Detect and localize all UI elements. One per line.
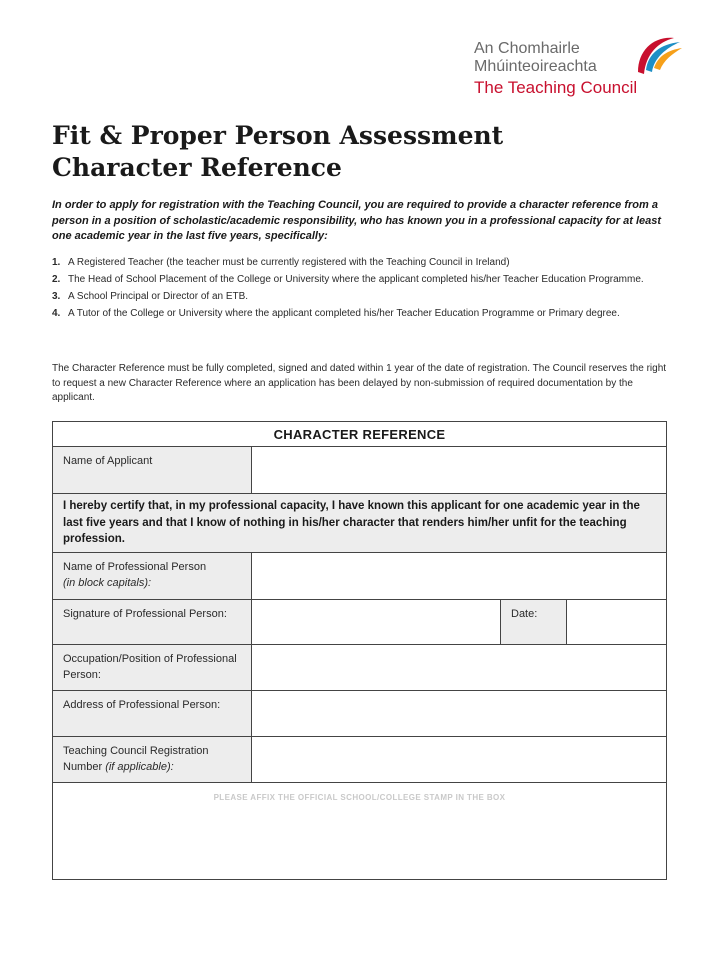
certification-statement: I hereby certify that, in my professional capacity, I have known this applicant for one academic year in the last five years and that I know of nothing in his/her character that renders him/her unfit for the teaching profession. [53,494,666,552]
list-item: 2. The Head of School Placement of the College or University where the applicant completed his/her Teacher Education Programme. [52,274,644,285]
divider [500,599,501,644]
logo-swoosh-icon [624,30,684,90]
form-heading: CHARACTER REFERENCE [273,427,446,442]
occupation-label: Occupation/Position of Professional Person: [53,645,251,690]
professional-name-label: Name of Professional Person (in block capitals): [53,553,251,599]
occupation-field[interactable] [252,645,666,690]
validity-note: The Character Reference must be fully completed, signed and dated within 1 year of the date of registration. The Council reserves the right to request a new Character Reference where an application has been delayed by non-submission of required documentation by the applicant. [52,363,667,403]
title-line-1: Fit & Proper Person Assessment [52,121,504,150]
list-item: 3. A School Principal or Director of an ETB. [52,291,249,302]
list-item: 4. A Tutor of the College or University where the applicant completed his/her Teacher Education Programme or Primary degree. [52,308,620,319]
logo-english-name: The Teaching Council [474,78,638,97]
signature-field[interactable] [252,600,500,644]
applicant-name-label: Name of Applicant [53,447,251,493]
divider [251,446,252,493]
registration-label: Teaching Council Registration Number (if applicable): [53,737,251,782]
title-line-2: Character Reference [52,153,342,182]
divider [251,552,252,782]
date-field[interactable] [567,600,666,644]
stamp-instruction: PLEASE AFFIX THE OFFICIAL SCHOOL/COLLEGE STAMP IN THE BOX [213,793,506,802]
divider [566,599,567,644]
logo-irish-line-1: An Chomhairle [474,40,580,57]
logo-text [474,40,637,98]
address-field[interactable] [252,691,666,736]
character-reference-form [52,421,667,880]
professional-name-field[interactable] [252,553,666,599]
date-label: Date: [501,600,566,644]
list-item: 1. A Registered Teacher (the teacher must be currently registered with the Teaching Council in Ireland) [52,257,510,268]
applicant-name-field[interactable] [252,447,666,493]
registration-number-field[interactable] [252,737,666,782]
address-label: Address of Professional Person: [53,691,251,736]
page-title [52,120,503,184]
signature-label: Signature of Professional Person: [53,600,251,644]
requirements-list [52,256,672,324]
logo-irish-line-2: Mhúinteoireachta [474,58,597,75]
intro-paragraph: In order to apply for registration with the Teaching Council, you are required to provide a character reference from a person in a position of scholastic/academic responsibility, who has known you in a professional capacity for at least one academic year in the last five years, specifically: [52,199,662,242]
teaching-council-logo [474,30,694,110]
